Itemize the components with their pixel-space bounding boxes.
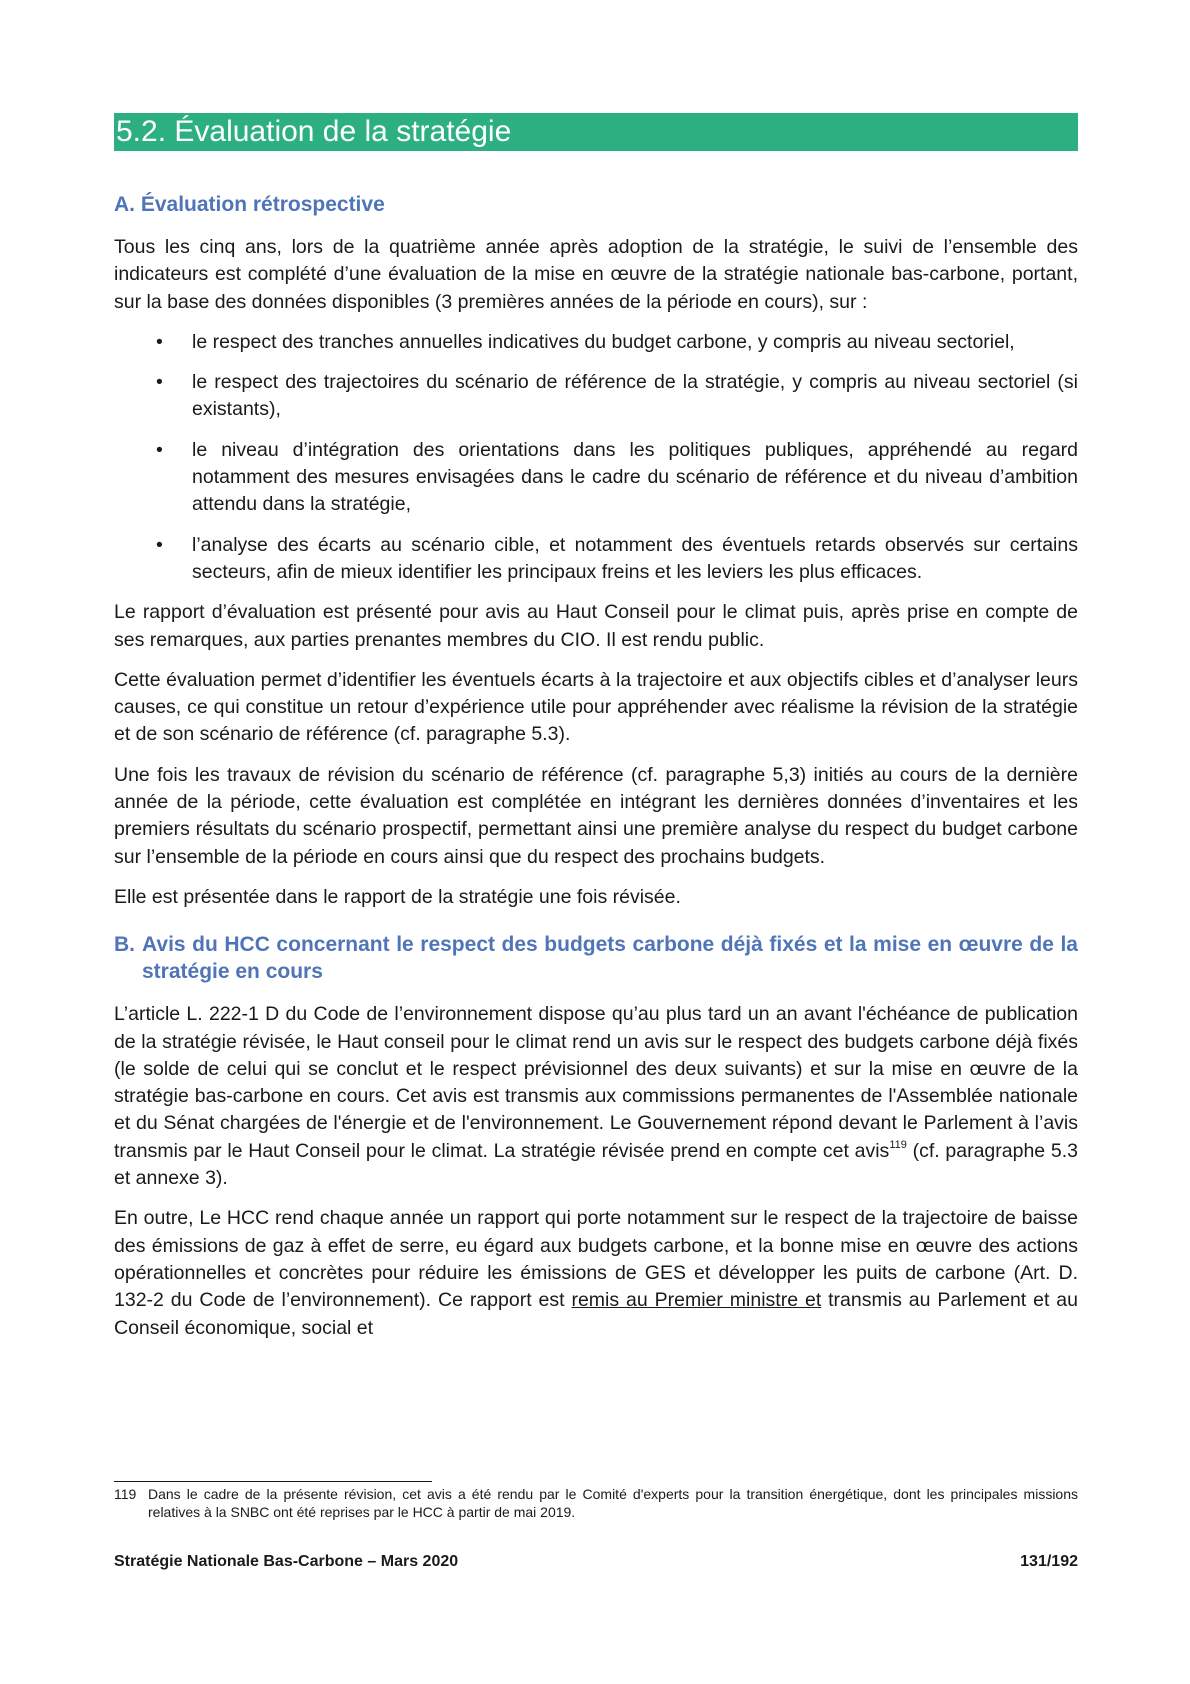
bullet-icon: • <box>156 533 163 556</box>
bullet-icon: • <box>156 438 163 461</box>
paragraph-a3: Cette évaluation permet d’identifier les éventuels écarts à la trajectoire et aux objectifs cibles et d’analyser leurs causes, ce qui constitue un retour d’expérience utile pour appréhender avec réalisme la révision de la stratégie et de son scénario de référence (cf. paragraphe 5.3). <box>114 668 1078 746</box>
paragraph-b2-tail: transmis au Parlement et au Conseil économique, social et <box>114 1289 1078 1339</box>
footer-title: Stratégie Nationale Bas-Carbone – Mars 2020 <box>114 1553 459 1570</box>
list-item-text: le niveau d’intégration des orientations dans les politiques publiques, appréhendé au regard notamment des mesures envisagées dans le cadre du scénario de référence et du niveau d’ambition attendu dans la stratégie, <box>192 438 1078 516</box>
footnote-separator <box>114 1481 432 1482</box>
bullet-icon: • <box>156 330 163 353</box>
page-footer <box>114 1553 1078 1571</box>
subsection-b-text: Avis du HCC concernant le respect des budgets carbone déjà fixés et la mise en œuvre de la stratégie en cours <box>142 933 1078 984</box>
footnote-number: 119 <box>114 1486 137 1502</box>
list-item-text: l’analyse des écarts au scénario cible, et notamment des éventuels retards observés sur certains secteurs, afin de mieux identifier les principaux freins et les leviers les plus efficaces. <box>192 533 1078 583</box>
page-content <box>114 113 1078 1355</box>
subsection-b-letter: B. <box>114 933 135 957</box>
section-title: 5.2. Évaluation de la stratégie <box>114 113 1078 151</box>
paragraph-b2 <box>114 1205 1078 1341</box>
list-item-text: le respect des trajectoires du scénario de référence de la stratégie, y compris au niveau sectoriel (si existants), <box>192 371 1078 421</box>
subsection-a-title: A. Évaluation rétrospective <box>114 193 385 216</box>
footnote <box>114 1485 1078 1521</box>
subsection-b-title <box>114 931 1078 985</box>
list-item <box>114 369 1078 424</box>
bullet-list <box>114 329 1078 586</box>
paragraph-a2: Le rapport d’évaluation est présenté pour avis au Haut Conseil pour le climat puis, après prise en compte de ses remarques, aux parties prenantes membres du CIO. Il est rendu public. <box>114 601 1078 651</box>
footnote-reference[interactable]: 119 <box>889 1138 907 1151</box>
list-item-text: le respect des tranches annuelles indicatives du budget carbone, y compris au niveau sectoriel, <box>192 330 1015 353</box>
paragraph-b2-text: En outre, Le HCC rend chaque année un rapport qui porte notamment sur le respect de la trajectoire de baisse des émissions de gaz à effet de serre, eu égard aux budgets carbone, et la bonne mise en œuvre des actions opérationnelles et concrètes pour réduire les émissions de GES et développer les puits de carbone (Art. D. 132-2 du Code de l’environnement). Ce rapport est <box>114 1207 1078 1312</box>
bullet-icon: • <box>156 371 163 394</box>
underlined-text: remis au Premier ministre et <box>571 1289 822 1312</box>
list-item <box>114 437 1078 519</box>
paragraph-a1: Tous les cinq ans, lors de la quatrième année après adoption de la stratégie, le suivi de l’ensemble des indicateurs est complété d’une évaluation de la mise en œuvre de la stratégie nationale bas-carbone, portant, sur la base des données disponibles (3 premières années de la période en cours), sur : <box>114 236 1078 313</box>
paragraph-b1-tail: (cf. paragraphe 5.3 et annexe 3). <box>114 1139 1078 1190</box>
paragraph-b1-text: L’article L. 222-1 D du Code de l’environnement dispose qu’au plus tard un an avant l'échéance de publication de la stratégie révisée, le Haut conseil pour le climat rend un avis sur le respect des budgets carbone déjà fixés (le solde de celui qui se conclut et le respect prévisionnel des deux suivants) et sur la mise en œuvre de la stratégie bas-carbone en cours. Cet avis est transmis aux commissions permanentes de l'Assemblée nationale et du Sénat chargées de l'énergie et de l'environnement. Le Gouvernement répond devant le Parlement à l’avis transmis par le Haut Conseil pour le climat. La stratégie révisée prend en compte cet avis <box>114 1003 1078 1162</box>
paragraph-a5: Elle est présentée dans le rapport de la stratégie une fois révisée. <box>114 885 681 908</box>
list-item <box>114 329 1078 356</box>
footnote-text: Dans le cadre de la présente révision, cet avis a été rendu par le Comité d'experts pour la transition énergétique, dont les principales missions relatives à la SNBC ont été reprises par le HCC à partir de mai 2019. <box>148 1486 1078 1520</box>
page-number: 131/192 <box>1020 1553 1078 1570</box>
paragraph-b1 <box>114 1001 1078 1192</box>
list-item <box>114 532 1078 587</box>
paragraph-a4: Une fois les travaux de révision du scénario de référence (cf. paragraphe 5,3) initiés au cours de la dernière année de la période, cette évaluation est complétée en intégrant les dernières données d’inventaires et les premiers résultats du scénario prospectif, permettant ainsi une première analyse du respect du budget carbone sur l’ensemble de la période en cours ainsi que du respect des prochains budgets. <box>114 763 1078 868</box>
